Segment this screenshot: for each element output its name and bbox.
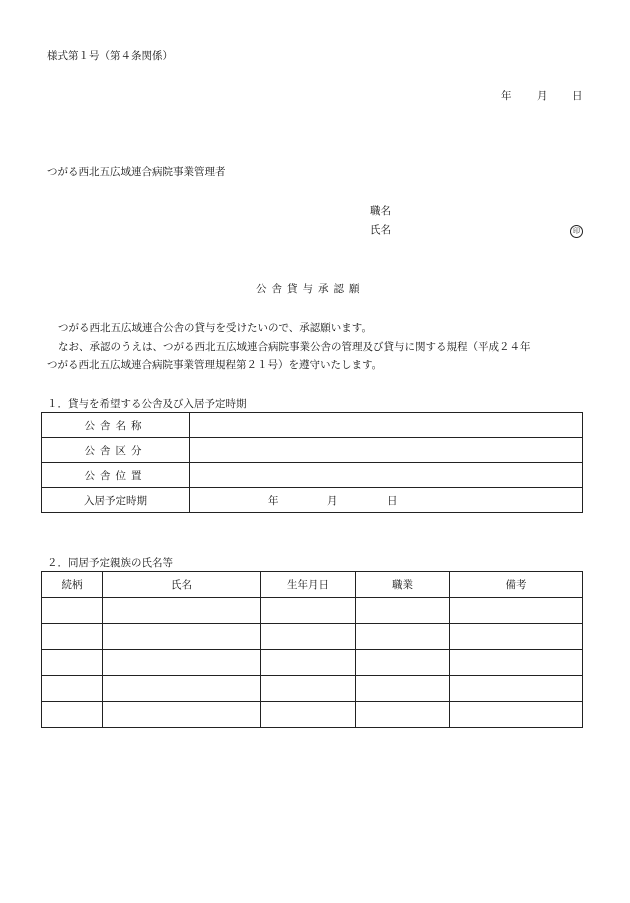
date-month-label: 月 <box>537 90 548 102</box>
column-header-remarks: 備考 <box>450 572 583 598</box>
body-line-1: つがる西北五広域連合公舎の貸与を受けたいので、承認願います。 <box>58 322 372 334</box>
table-row <box>42 650 583 676</box>
relationship-cell[interactable] <box>42 624 103 650</box>
move-in-date-label: 入居予定時期 <box>42 488 190 513</box>
table-row <box>42 702 583 728</box>
column-header-birthdate: 生年月日 <box>261 572 356 598</box>
remarks-cell[interactable] <box>450 702 583 728</box>
column-header-occupation: 職業 <box>356 572 450 598</box>
form-number: 様式第１号（第４条関係） <box>47 50 173 62</box>
move-in-year-label: 年 <box>268 495 279 507</box>
seal-mark <box>570 223 583 238</box>
name-cell[interactable] <box>103 598 261 624</box>
move-in-date-value[interactable] <box>190 488 583 513</box>
section2-heading: ２．同居予定親族の氏名等 <box>47 557 173 569</box>
occupation-cell[interactable] <box>356 676 450 702</box>
date-year-label: 年 <box>501 90 512 102</box>
birthdate-cell[interactable] <box>261 650 356 676</box>
housing-table <box>41 412 583 513</box>
birthdate-cell[interactable] <box>261 624 356 650</box>
name-cell[interactable] <box>103 702 261 728</box>
remarks-cell[interactable] <box>450 650 583 676</box>
table-row <box>42 438 583 463</box>
housing-name-value[interactable] <box>190 413 583 438</box>
table-row <box>42 413 583 438</box>
housing-name-label: 公舎名称 <box>42 413 190 438</box>
table-row <box>42 598 583 624</box>
section1-heading: １．貸与を希望する公舎及び入居予定時期 <box>47 398 247 410</box>
document-title: 公舎貸与承認願 <box>256 283 365 295</box>
birthdate-cell[interactable] <box>261 702 356 728</box>
move-in-month-label: 月 <box>327 495 338 507</box>
column-header-relationship: 続柄 <box>42 572 103 598</box>
column-header-name: 氏名 <box>103 572 261 598</box>
title-label: 職名 <box>370 205 391 217</box>
name-label: 氏名 <box>370 224 391 236</box>
table-row <box>42 676 583 702</box>
occupation-cell[interactable] <box>356 650 450 676</box>
relationship-cell[interactable] <box>42 650 103 676</box>
housing-type-label: 公舎区分 <box>42 438 190 463</box>
occupation-cell[interactable] <box>356 624 450 650</box>
remarks-cell[interactable] <box>450 598 583 624</box>
recipient: つがる西北五広域連合病院事業管理者 <box>47 166 226 178</box>
birthdate-cell[interactable] <box>261 676 356 702</box>
relationship-cell[interactable] <box>42 676 103 702</box>
seal-icon: 印 <box>570 225 583 238</box>
remarks-cell[interactable] <box>450 676 583 702</box>
body-line-3: つがる西北五広域連合病院事業管理規程第２１号）を遵守いたします。 <box>47 359 383 371</box>
occupation-cell[interactable] <box>356 702 450 728</box>
remarks-cell[interactable] <box>450 624 583 650</box>
name-cell[interactable] <box>103 676 261 702</box>
name-cell[interactable] <box>103 624 261 650</box>
table-header-row <box>42 572 583 598</box>
table-row <box>42 624 583 650</box>
table-row <box>42 488 583 513</box>
name-cell[interactable] <box>103 650 261 676</box>
table-row <box>42 463 583 488</box>
move-in-day-label: 日 <box>387 495 398 507</box>
occupation-cell[interactable] <box>356 598 450 624</box>
date-day-label: 日 <box>572 90 583 102</box>
housing-location-value[interactable] <box>190 463 583 488</box>
birthdate-cell[interactable] <box>261 598 356 624</box>
body-line-2: なお、承認のうえは、つがる西北五広域連合病院事業公舎の管理及び貸与に関する規程（平成２４年 <box>58 341 531 353</box>
relationship-cell[interactable] <box>42 598 103 624</box>
relationship-cell[interactable] <box>42 702 103 728</box>
housing-location-label: 公舎位置 <box>42 463 190 488</box>
housing-type-value[interactable] <box>190 438 583 463</box>
family-table <box>41 571 583 728</box>
